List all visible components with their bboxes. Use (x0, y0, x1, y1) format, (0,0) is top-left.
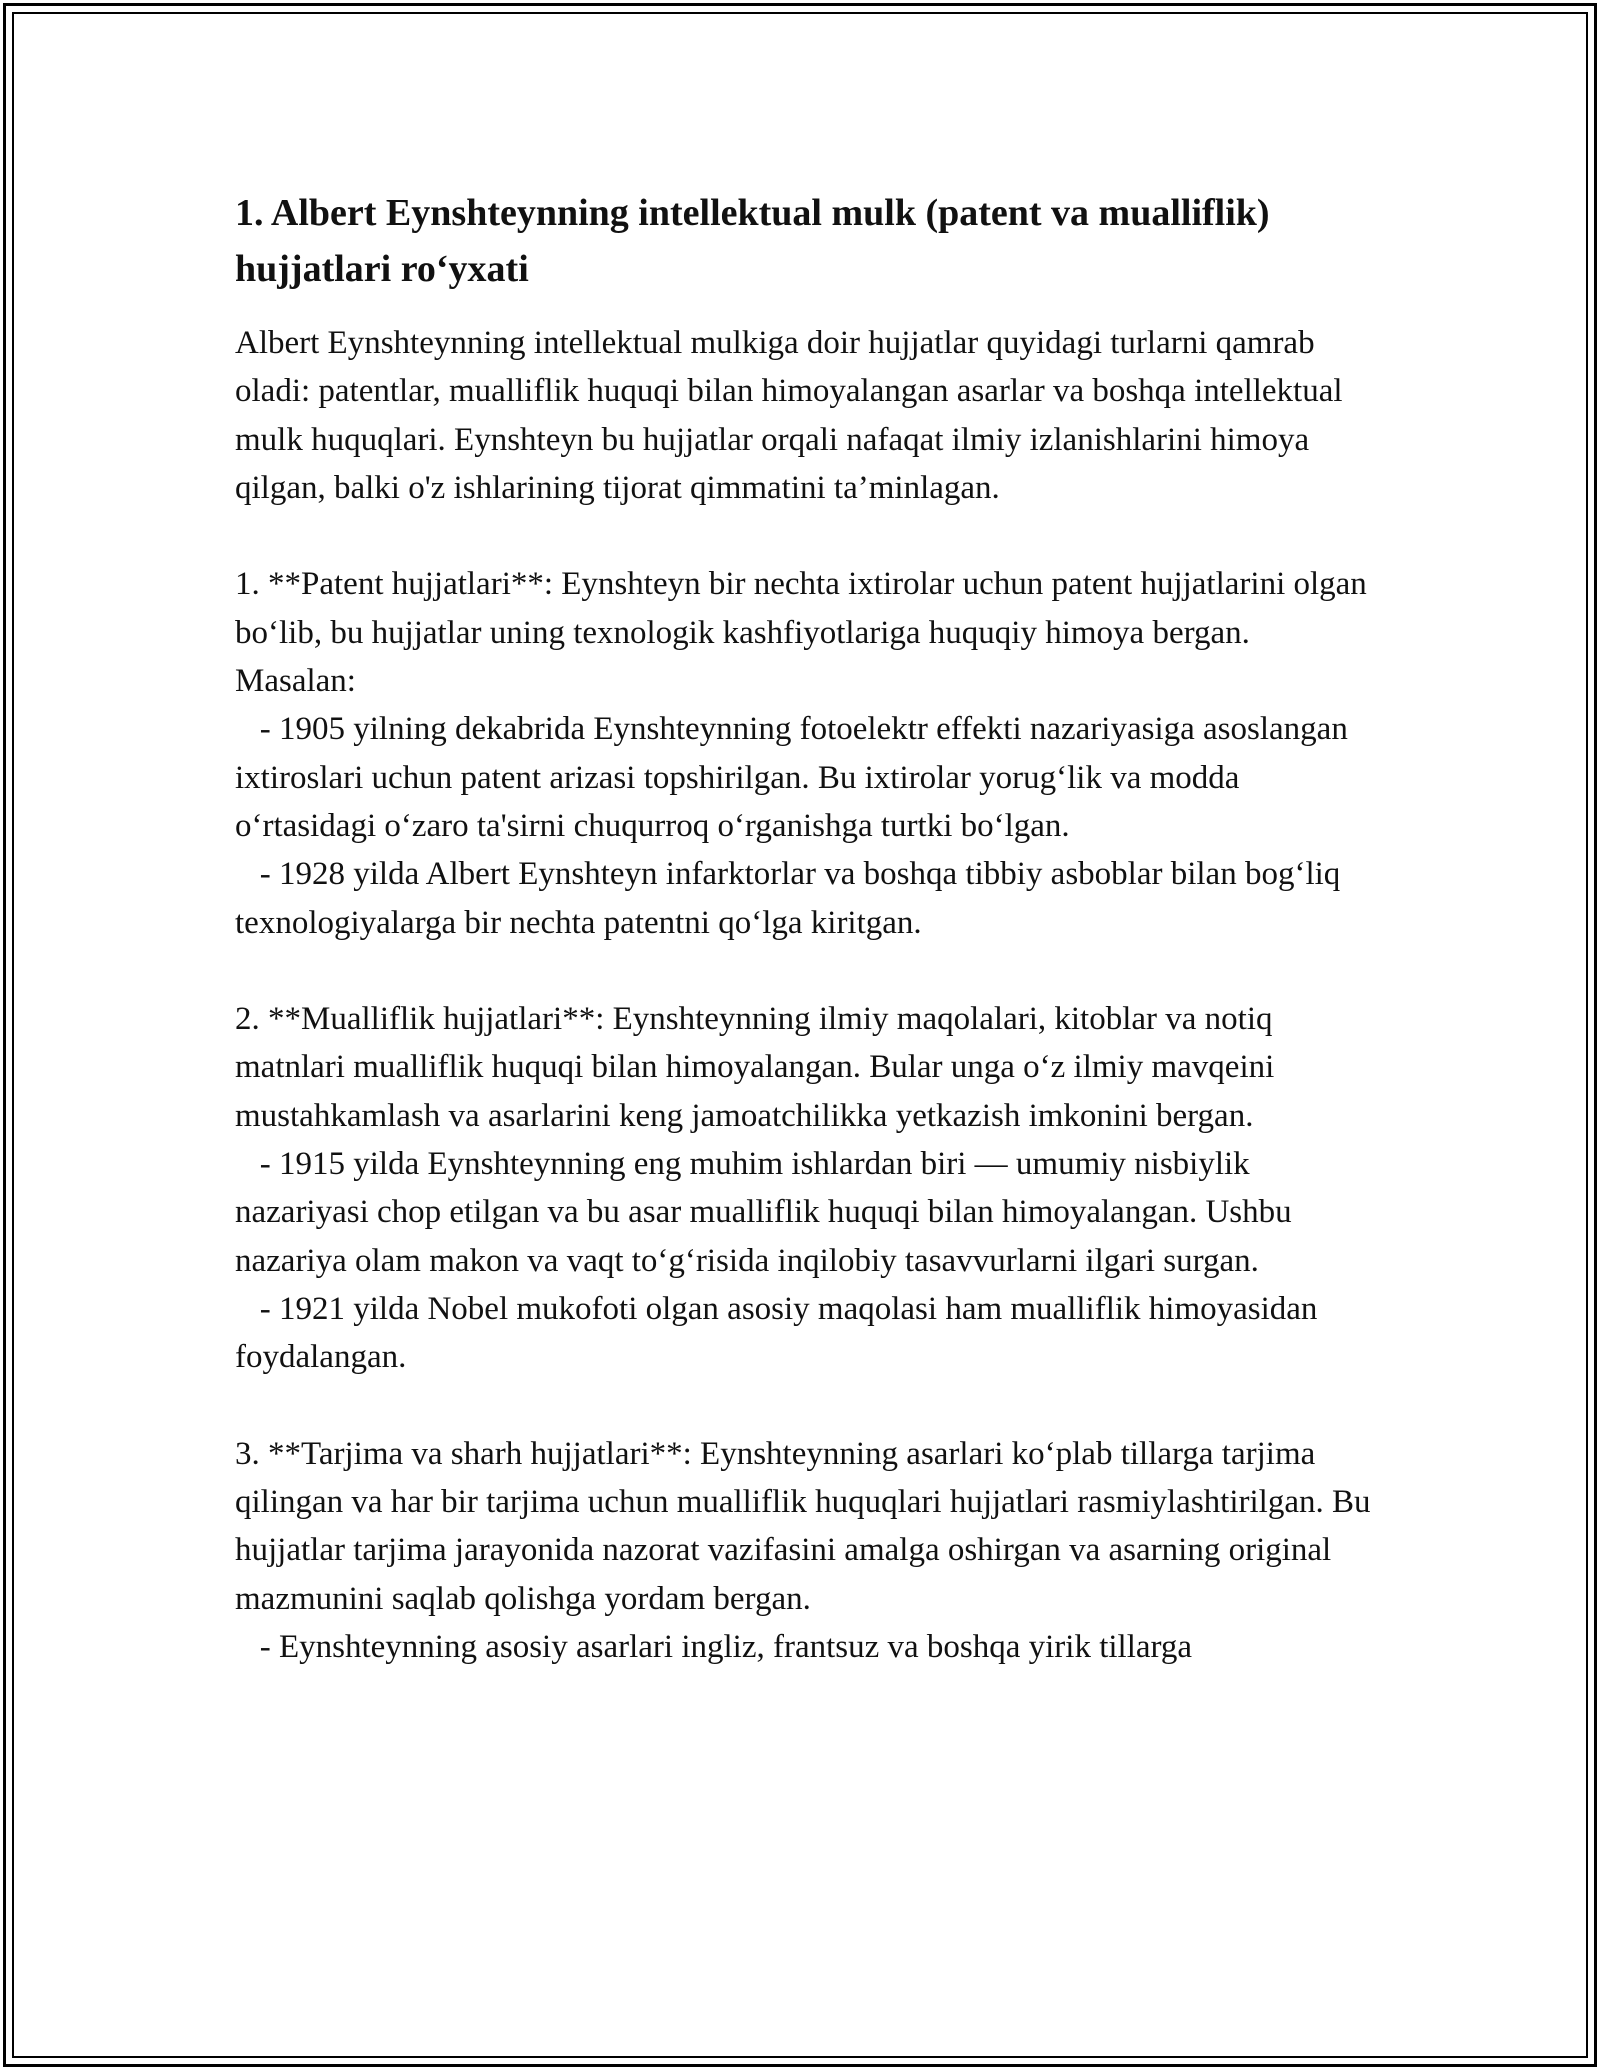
document-title: 1. Albert Eynshteynning intellektual mulk (patent va mualliflik) hujjatlari ro‘yxati (235, 192, 1270, 290)
section-translation-heading: 3. **Tarjima va sharh hujjatlari**: Eynshteynning asarlari ko‘plab tillarga tarjima qilingan va har bir tarjima uchun mualliflik huquqlari hujjatlari rasmiylashtirilgan. Bu hujjatlar tarjima jarayonida nazorat vazifasini amalga oshirgan va asarning original mazmunini saqlab qolishga yordam bergan. (235, 1435, 1379, 1617)
section-patent-heading: 1. **Patent hujjatlari**: Eynshteyn bir nechta ixtirolar uchun patent hujjatlarini olgan bo‘lib, bu hujjatlar uning texnologik kashfiyotlariga huquqiy himoya bergan. Masalan: (235, 566, 1376, 700)
paragraph-spacer (235, 1382, 1375, 1430)
paragraph-spacer (235, 512, 1375, 560)
section-copyright-heading: 2. **Mualliflik hujjatlari**: Eynshteynning ilmiy maqolalari, kitoblar va notiq matnlari mualliflik huquqi bilan himoyalangan. Bular unga o‘z ilmiy mavqeini mustahkamlash va asarlarini keng jamoatchilikka yetkazish imkonini bergan. (235, 1001, 1283, 1134)
section-patent-item-1905: - 1905 yilning dekabrida Eynshteynning fotoelektr effekti nazariyasiga asoslangan ixtiroslari uchun patent arizasi topshirilgan. Bu ixtirolar yorug‘lik va modda o‘rtasidagi o‘zaro ta'sirni chuqurroq o‘rganishga turtki bo‘lgan. (235, 711, 1357, 844)
section-patent-item-1928: - 1928 yilda Albert Eynshteyn infarktorlar va boshqa tibbiy asboblar bilan bog‘liq texnologiyalarga bir nechta patentni qo‘lga kiritgan. (235, 856, 1349, 941)
section-copyright-item-1921: - 1921 yilda Nobel mukofoti olgan asosiy maqolasi ham mualliflik himoyasidan foydalangan. (235, 1290, 1326, 1376)
section-copyright-item-1915: - 1915 yilda Eynshteynning eng muhim ishlardan biri — umumiy nisbiylik nazariyasi chop etilgan va bu asar mualliflik huquqi bilan himoyalangan. Ushbu nazariya olam makon va vaqt to‘g‘risida inqilobiy tasavvurlarni ilgari surgan. (235, 1146, 1300, 1279)
paragraph-spacer (235, 947, 1375, 995)
intro-paragraph: Albert Eynshteynning intellektual mulkiga doir hujjatlar quyidagi turlarni qamrab oladi: patentlar, mualliflik huquqi bilan himoyalangan asarlar va boshqa intellektual mulk huquqlari. Eynshteyn bu hujjatlar orqali nafaqat ilmiy izlanishlarini himoya qilgan, balki o'z ishlarining tijorat qimmatini ta’minlagan. (235, 325, 1351, 506)
section-translation-item-1: - Eynshteynning asosiy asarlari ingliz, frantsuz va boshqa yirik tillarga (235, 1629, 1193, 1666)
document-body (235, 185, 1379, 1671)
